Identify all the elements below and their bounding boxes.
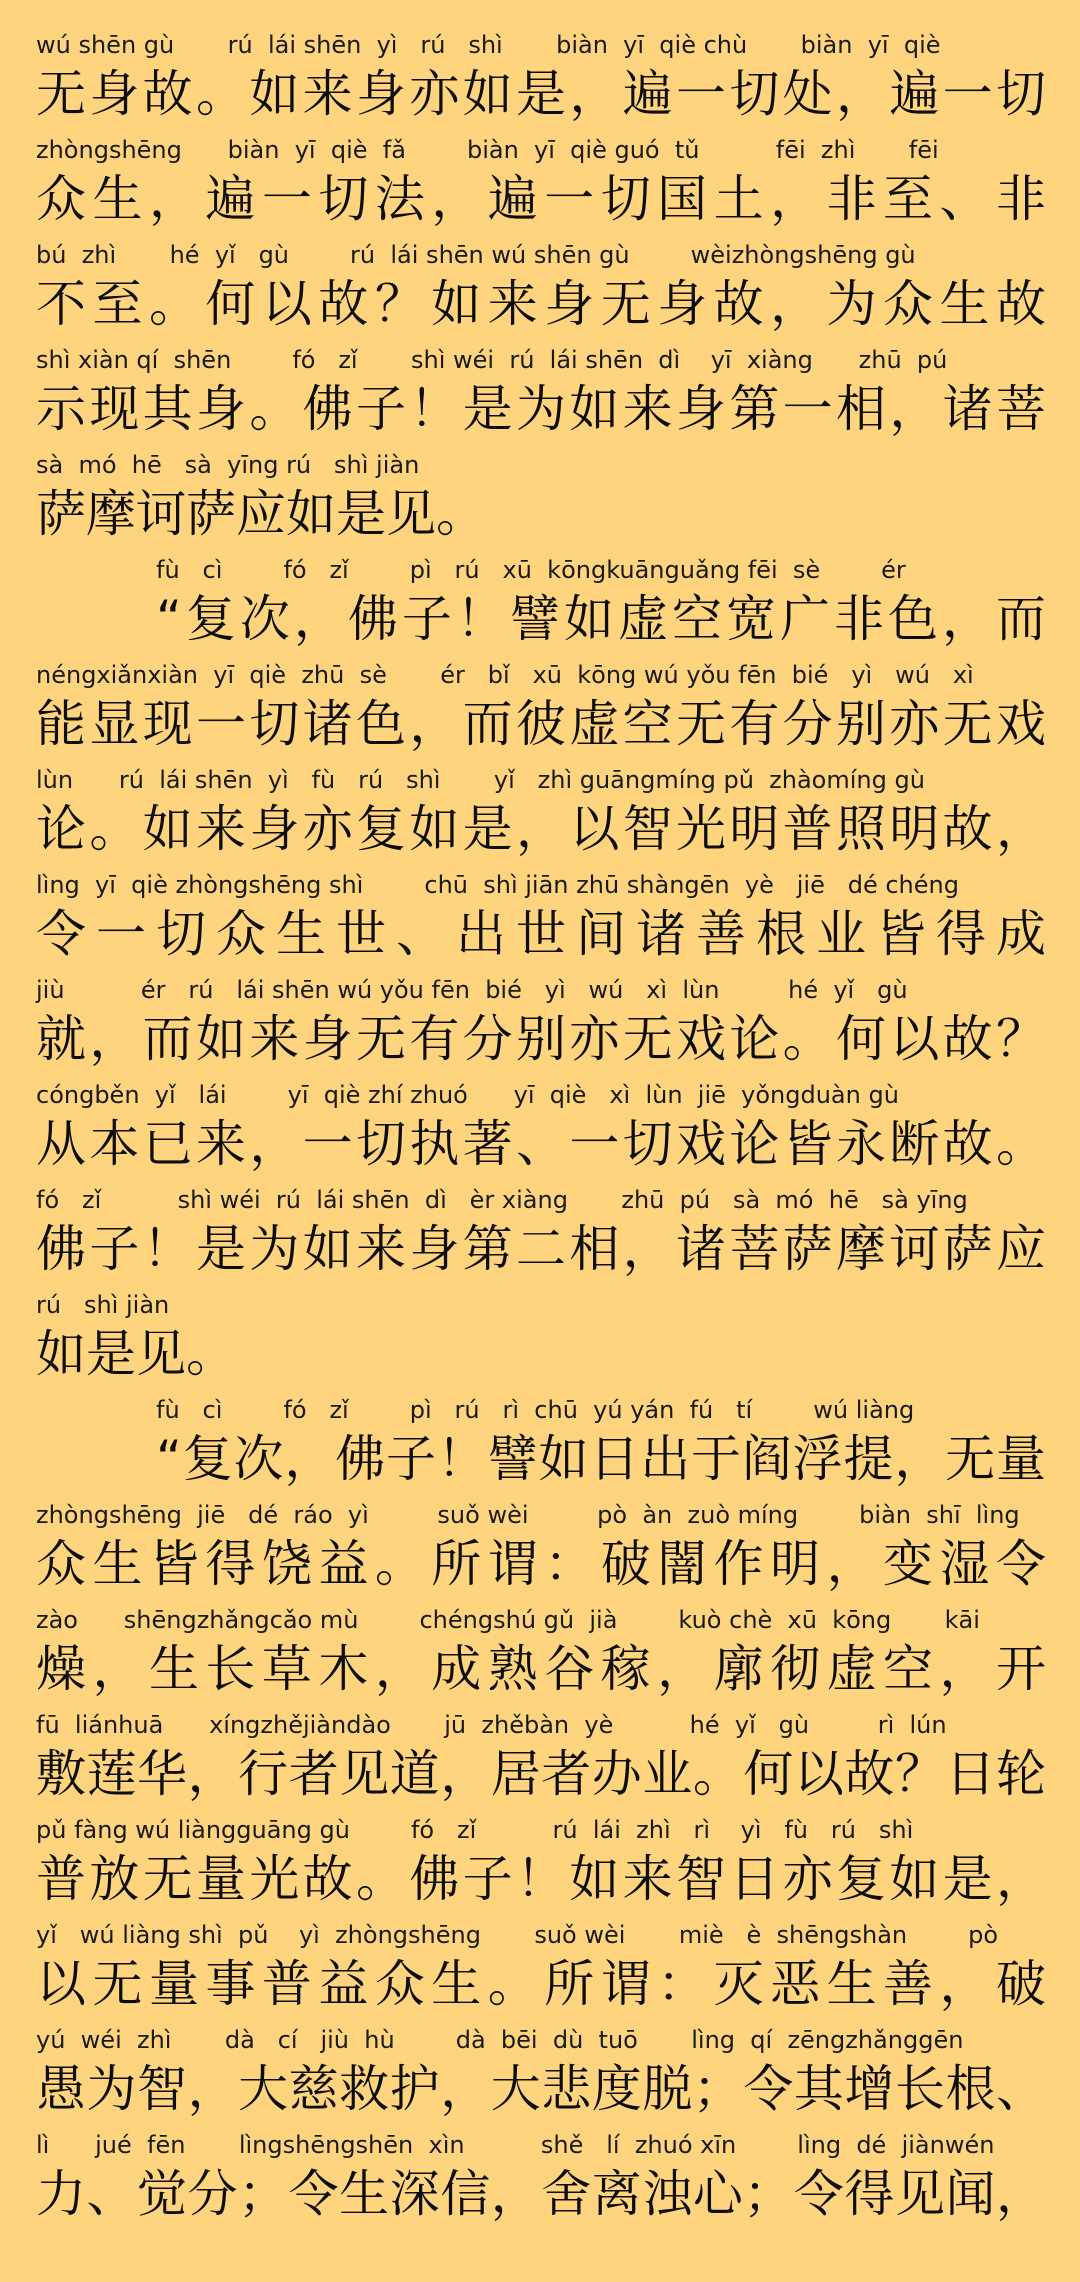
text-line-6	[36, 553, 1046, 658]
pinyin-row: yǐ wú liàng shì pǔ yì zhòngshēng suǒ wèi miè è shēngshàn pò	[36, 1921, 999, 1949]
hanzi-row: 敷莲华，行者见道，居者办业。何以故？日轮	[36, 1745, 1046, 1803]
text-line-1	[36, 28, 1046, 133]
pinyin-row: jiù ér rú lái shēn wú yǒu fēn bié yì wú xì lùn hé yǐ gù	[36, 976, 908, 1004]
hanzi-row: 如是见。	[36, 1325, 236, 1383]
text-line-11	[36, 1078, 1046, 1183]
text-line-10	[36, 973, 1046, 1078]
text-line-14	[36, 1393, 1046, 1498]
pinyin-row: bú zhì hé yǐ gù rú lái shēn wú shēn gù wèizhòngshēng gù	[36, 241, 916, 269]
hanzi-row: 燥，生长草木，成熟谷稼，廓彻虚空，开	[36, 1640, 1046, 1698]
text-line-19	[36, 1918, 1046, 2023]
text-line-5	[36, 448, 1046, 553]
text-line-16	[36, 1603, 1046, 1708]
pinyin-row: lùn rú lái shēn yì fù rú shì yǐ zhì guāngmíng pǔ zhàomíng gù	[36, 766, 925, 794]
hanzi-row: 以无量事普益众生。所谓：灭恶生善，破	[36, 1955, 1046, 2013]
text-line-13	[36, 1288, 1046, 1393]
text-line-8	[36, 763, 1046, 868]
pinyin-row: shì xiàn qí shēn fó zǐ shì wéi rú lái shēn dì yī xiàng zhū pú	[36, 346, 948, 374]
pinyin-row: néngxiǎnxiàn yī qiè zhū sè ér bǐ xū kōng wú yǒu fēn bié yì wú xì	[36, 661, 974, 689]
hanzi-row: 萨摩诃萨应如是见。	[36, 485, 486, 543]
hanzi-row: 不至。何以故？如来身无身故，为众生故	[36, 275, 1046, 333]
hanzi-row: 力、觉分；令生深信，舍离浊心；令得见闻，	[36, 2165, 1046, 2223]
pinyin-row: cóngběn yǐ lái yī qiè zhí zhuó yī qiè xì lùn jiē yǒngduàn gù	[36, 1081, 899, 1109]
hanzi-row: 无身故。如来身亦如是，遍一切处，遍一切	[36, 65, 1046, 123]
pinyin-row: zhòngshēng jiē dé ráo yì suǒ wèi pò àn zuò míng biàn shī lìng	[36, 1501, 1020, 1529]
hanzi-row: 论。如来身亦复如是，以智光明普照明故，	[36, 800, 1046, 858]
text-line-15	[36, 1498, 1046, 1603]
pinyin-row: rú shì jiàn	[36, 1291, 170, 1319]
pinyin-row: fù cì fó zǐ pì rú rì chū yú yán fú tí wú liàng	[156, 1396, 915, 1424]
hanzi-row: 普放无量光故。佛子！如来智日亦复如是，	[36, 1850, 1046, 1908]
pinyin-row: sà mó hē sà yīng rú shì jiàn	[36, 451, 420, 479]
text-line-7	[36, 658, 1046, 763]
text-line-18	[36, 1813, 1046, 1918]
hanzi-row: “复次，佛子！譬如虚空宽广非色，而	[156, 590, 1046, 648]
text-line-4	[36, 343, 1046, 448]
pinyin-row: lì jué fēn lìngshēngshēn xìn shě lí zhuó xīn lìng dé jiànwén	[36, 2131, 995, 2159]
text-line-12	[36, 1183, 1046, 1288]
text-line-21	[36, 2128, 1046, 2233]
pinyin-row: pǔ fàng wú liàngguāng gù fó zǐ rú lái zhì rì yì fù rú shì	[36, 1816, 914, 1844]
pinyin-row: zhòngshēng biàn yī qiè fǎ biàn yī qiè guó tǔ fēi zhì fēi	[36, 136, 939, 164]
hanzi-row: 众生皆得饶益。所谓：破闇作明，变湿令	[36, 1535, 1046, 1593]
hanzi-row: 从本已来，一切执著、一切戏论皆永断故。	[36, 1115, 1046, 1173]
hanzi-row: 佛子！是为如来身第二相，诸菩萨摩诃萨应	[36, 1220, 1046, 1278]
pinyin-row: wú shēn gù rú lái shēn yì rú shì biàn yī qiè chù biàn yī qiè	[36, 31, 941, 59]
hanzi-row: 令一切众生世、出世间诸善根业皆得成	[36, 905, 1046, 963]
hanzi-row: 愚为智，大慈救护，大悲度脱；令其增长根、	[36, 2060, 1046, 2118]
pinyin-row: yú wéi zhì dà cí jiù hù dà bēi dù tuō lìng qí zēngzhǎnggēn	[36, 2026, 964, 2054]
hanzi-row: 就，而如来身无有分别亦无戏论。何以故？	[36, 1010, 1046, 1068]
hanzi-row: 能显现一切诸色，而彼虚空无有分别亦无戏	[36, 695, 1046, 753]
text-line-2	[36, 133, 1046, 238]
text-line-3	[36, 238, 1046, 343]
text-line-17	[36, 1708, 1046, 1813]
pinyin-row: fū liánhuā xíngzhějiàndào jū zhěbàn yè hé yǐ gù rì lún	[36, 1711, 947, 1739]
hanzi-row: 众生，遍一切法，遍一切国土，非至、非	[36, 170, 1046, 228]
hanzi-row: 示现其身。佛子！是为如来身第一相，诸菩	[36, 380, 1046, 438]
text-line-9	[36, 868, 1046, 973]
pinyin-row: fù cì fó zǐ pì rú xū kōngkuānguǎng fēi sè ér	[156, 556, 906, 584]
hanzi-row: “复次，佛子！譬如日出于阎浮提，无量	[156, 1430, 1046, 1488]
pinyin-row: fó zǐ shì wéi rú lái shēn dì èr xiàng zhū pú sà mó hē sà yīng	[36, 1186, 968, 1214]
pinyin-row: lìng yī qiè zhòngshēng shì chū shì jiān zhū shàngēn yè jiē dé chéng	[36, 871, 959, 899]
text-line-20	[36, 2023, 1046, 2128]
pinyin-row: zào shēngzhǎngcǎo mù chéngshú gǔ jià kuò chè xū kōng kāi	[36, 1606, 980, 1634]
